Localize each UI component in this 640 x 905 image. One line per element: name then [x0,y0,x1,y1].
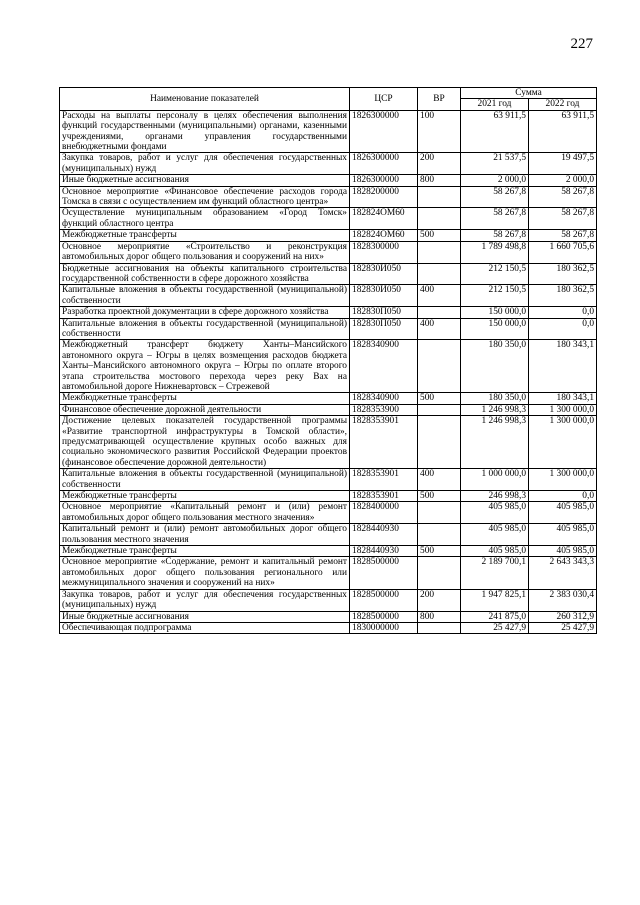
table-row [60,307,597,318]
table-row [60,110,597,153]
table-row [60,622,597,633]
row-amount-2021: 21 537,5 [461,153,529,175]
row-vr [418,307,461,318]
row-csr: 1826300000 [350,110,418,153]
row-vr: 500 [418,230,461,241]
row-csr: 1828440930 [350,524,418,546]
row-amount-2022: 405 985,0 [529,502,597,524]
table-row [60,469,597,491]
row-amount-2021: 1 000 000,0 [461,469,529,491]
table-row [60,175,597,186]
table-row [60,557,597,589]
row-name: Расходы на выплаты персоналу в целях обеспечения выполнения функций государственными (муниципальными) органами, казенными учреждениями, органами управления государственными внебюджетными фондами [60,110,350,153]
row-csr: 182830И050 [350,285,418,307]
row-vr: 400 [418,318,461,340]
row-csr: 1828340900 [350,393,418,404]
row-name: Основное мероприятие «Финансовое обеспечение расходов города Томска в связи с осуществлением им функций областного центра» [60,186,350,208]
page-number: 227 [570,36,593,52]
row-amount-2022: 2 643 343,3 [529,557,597,589]
row-name: Иные бюджетные ассигнования [60,175,350,186]
header-name: Наименование показателей [60,88,350,111]
table-row [60,611,597,622]
row-amount-2022: 58 267,8 [529,230,597,241]
table-row [60,153,597,175]
row-vr: 200 [418,153,461,175]
row-vr: 400 [418,285,461,307]
row-csr: 1828353900 [350,404,418,415]
table-row [60,546,597,557]
row-amount-2021: 212 150,5 [461,285,529,307]
row-vr [418,416,461,469]
row-name: Основное мероприятие «Строительство и реконструкция автомобильных дорог общего пользования и сооружений на них» [60,241,350,263]
header-sum: Сумма [461,88,597,99]
row-amount-2021: 405 985,0 [461,524,529,546]
row-name: Капитальные вложения в объекты государственной (муниципальной) собственности [60,285,350,307]
row-name: Иные бюджетные ассигнования [60,611,350,622]
header-year-2021: 2021 год [461,99,529,110]
table-row [60,285,597,307]
row-amount-2021: 63 911,5 [461,110,529,153]
row-csr: 1828200000 [350,186,418,208]
row-amount-2021: 1 246 998,3 [461,404,529,415]
row-vr: 100 [418,110,461,153]
row-amount-2021: 180 350,0 [461,393,529,404]
table-row [60,524,597,546]
row-csr: 1828500000 [350,611,418,622]
table-row [60,404,597,415]
row-amount-2021: 246 998,3 [461,491,529,502]
row-csr: 1828300000 [350,241,418,263]
row-amount-2021: 1 246 998,3 [461,416,529,469]
row-amount-2021: 58 267,8 [461,230,529,241]
row-vr [418,208,461,230]
table-row [60,208,597,230]
row-csr: 182830И050 [350,263,418,285]
row-amount-2022: 63 911,5 [529,110,597,153]
row-amount-2021: 241 875,0 [461,611,529,622]
row-csr: 182830П050 [350,318,418,340]
row-name: Закупка товаров, работ и услуг для обеспечения государственных (муниципальных) нужд [60,589,350,611]
table-row [60,491,597,502]
row-amount-2022: 180 343,1 [529,340,597,393]
budget-table [59,87,597,634]
row-name: Капитальные вложения в объекты государственной (муниципальной) собственности [60,318,350,340]
row-amount-2022: 1 660 705,6 [529,241,597,263]
row-csr: 1828340900 [350,340,418,393]
row-name: Капитальные вложения в объекты государственной (муниципальной) собственности [60,469,350,491]
row-amount-2022: 1 300 000,0 [529,416,597,469]
row-name: Достижение целевых показателей государственной программы «Развитие транспортной инфраструктуры в Томской области», предусматривающей осуществление крупных особо важных для социально экономического развития Российской Федерации проектов (финансовое обеспечение дорожной деятельности) [60,416,350,469]
row-vr: 800 [418,175,461,186]
row-csr: 1828353901 [350,469,418,491]
row-csr: 1828440930 [350,546,418,557]
row-amount-2021: 2 189 700,1 [461,557,529,589]
row-name: Осуществление муниципальным образованием «Город Томск» функций областного центра [60,208,350,230]
row-vr [418,622,461,633]
row-vr [418,557,461,589]
row-vr: 800 [418,611,461,622]
row-amount-2021: 150 000,0 [461,318,529,340]
row-vr [418,263,461,285]
row-amount-2022: 58 267,8 [529,186,597,208]
header-csr: ЦСР [350,88,418,111]
row-csr: 1828353901 [350,416,418,469]
row-csr: 1828500000 [350,589,418,611]
row-vr: 400 [418,469,461,491]
table-row [60,340,597,393]
row-amount-2022: 58 267,8 [529,208,597,230]
table-body [60,110,597,634]
table-row [60,393,597,404]
table-row [60,502,597,524]
row-name: Межбюджетные трансферты [60,546,350,557]
row-vr: 500 [418,546,461,557]
row-vr: 500 [418,491,461,502]
row-name: Финансовое обеспечение дорожной деятельности [60,404,350,415]
row-csr: 1826300000 [350,175,418,186]
row-name: Закупка товаров, работ и услуг для обеспечения государственных (муниципальных) нужд [60,153,350,175]
table-row [60,230,597,241]
row-vr: 200 [418,589,461,611]
row-amount-2021: 25 427,9 [461,622,529,633]
row-csr: 1828400000 [350,502,418,524]
row-amount-2021: 180 350,0 [461,340,529,393]
table-row [60,318,597,340]
row-name: Обеспечивающая подпрограмма [60,622,350,633]
row-csr: 182824ОМ60 [350,230,418,241]
row-csr: 182824ОМ60 [350,208,418,230]
row-amount-2021: 1 947 825,1 [461,589,529,611]
row-name: Основное мероприятие «Капитальный ремонт и (или) ремонт автомобильных дорог общего пользования местного значения» [60,502,350,524]
row-name: Капитальный ремонт и (или) ремонт автомобильных дорог общего пользования местного значения [60,524,350,546]
row-vr [418,241,461,263]
row-amount-2022: 2 000,0 [529,175,597,186]
row-amount-2022: 25 427,9 [529,622,597,633]
row-amount-2021: 150 000,0 [461,307,529,318]
table-row [60,263,597,285]
row-name: Основное мероприятие «Содержание, ремонт и капитальный ремонт автомобильных дорог общего пользования регионального или межмуниципального значения и сооружений на них» [60,557,350,589]
row-amount-2022: 1 300 000,0 [529,404,597,415]
row-vr [418,340,461,393]
row-name: Разработка проектной документации в сфере дорожного хозяйства [60,307,350,318]
row-csr: 1828353901 [350,491,418,502]
row-vr: 500 [418,393,461,404]
row-amount-2022: 1 300 000,0 [529,469,597,491]
row-amount-2022: 0,0 [529,307,597,318]
row-vr [418,404,461,415]
row-amount-2022: 405 985,0 [529,546,597,557]
row-name: Межбюджетные трансферты [60,491,350,502]
table-row [60,241,597,263]
header-vr: ВР [418,88,461,111]
row-amount-2022: 0,0 [529,491,597,502]
row-amount-2021: 2 000,0 [461,175,529,186]
row-amount-2021: 405 985,0 [461,546,529,557]
row-amount-2022: 180 362,5 [529,285,597,307]
row-amount-2021: 405 985,0 [461,502,529,524]
row-amount-2022: 180 362,5 [529,263,597,285]
table-header [60,88,597,111]
row-name: Межбюджетные трансферты [60,230,350,241]
header-year-2022: 2022 год [529,99,597,110]
row-amount-2021: 58 267,8 [461,208,529,230]
row-csr: 182830П050 [350,307,418,318]
row-name: Межбюджетный трансферт бюджету Ханты–Мансийского автономного округа – Югры в целях возмещения расходов бюджета Ханты–Мансийского автономного округа – Югры по оплате второго этапа строительства мостового перехода через реку Вах на автомобильной дороге Нижневартовск – Стрежевой [60,340,350,393]
row-csr: 1826300000 [350,153,418,175]
row-vr [418,502,461,524]
row-amount-2021: 58 267,8 [461,186,529,208]
row-name: Межбюджетные трансферты [60,393,350,404]
row-amount-2021: 1 789 498,8 [461,241,529,263]
row-amount-2021: 212 150,5 [461,263,529,285]
row-amount-2022: 405 985,0 [529,524,597,546]
row-csr: 1828500000 [350,557,418,589]
row-amount-2022: 0,0 [529,318,597,340]
row-amount-2022: 2 383 030,4 [529,589,597,611]
row-vr [418,186,461,208]
table-row [60,186,597,208]
row-amount-2022: 19 497,5 [529,153,597,175]
row-amount-2022: 260 312,9 [529,611,597,622]
row-name: Бюджетные ассигнования на объекты капитального строительства государственной собственности в сфере дорожного хозяйства [60,263,350,285]
row-vr [418,524,461,546]
table-row [60,416,597,469]
table-row [60,589,597,611]
row-csr: 1830000000 [350,622,418,633]
row-amount-2022: 180 343,1 [529,393,597,404]
